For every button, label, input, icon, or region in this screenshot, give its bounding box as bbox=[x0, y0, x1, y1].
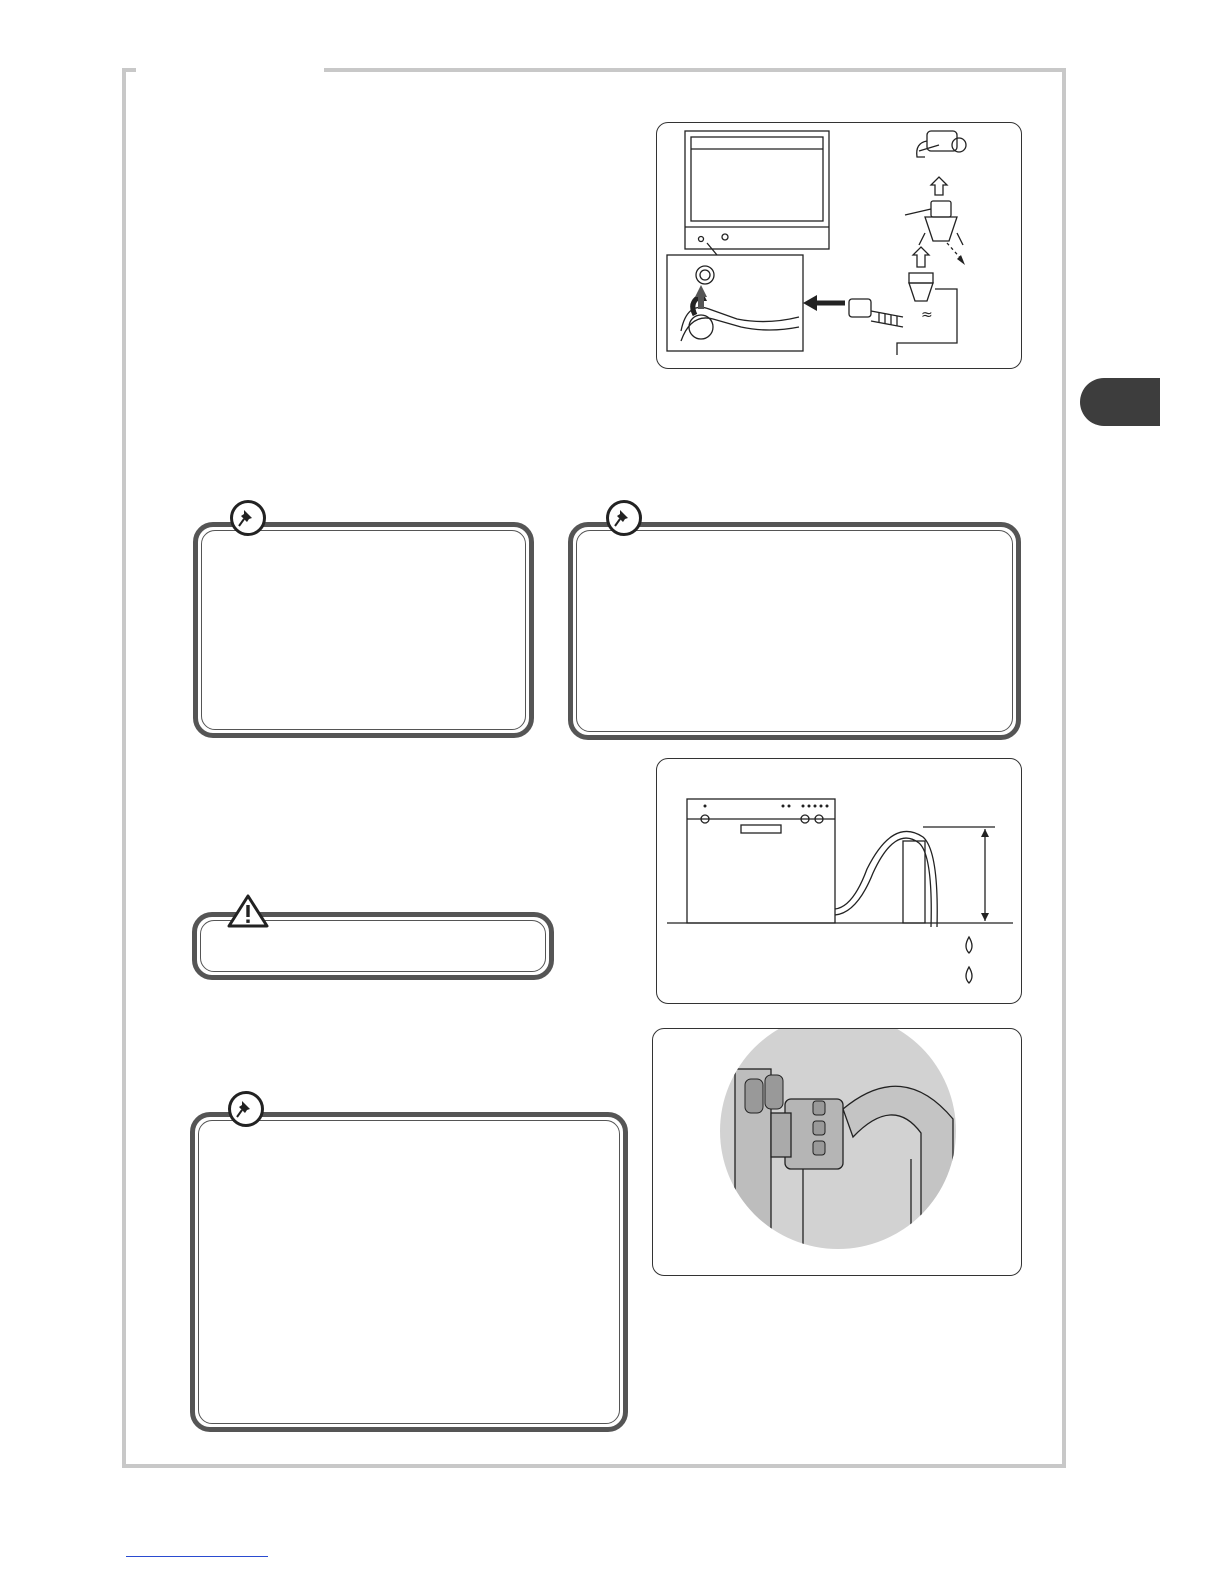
warning-triangle-icon bbox=[226, 893, 270, 929]
figure-sink-connection bbox=[652, 1028, 1022, 1276]
figure-hose-connection bbox=[656, 122, 1022, 369]
note-box-2 bbox=[568, 522, 1021, 740]
note-box-3-inner bbox=[198, 1120, 620, 1424]
footer-link-underline[interactable] bbox=[126, 1556, 268, 1557]
svg-text:≈: ≈ bbox=[921, 307, 933, 323]
hose-connection-diagram bbox=[657, 123, 1023, 370]
frame-title-gap bbox=[136, 64, 324, 74]
pushpin-icon bbox=[606, 500, 642, 536]
note-box-1 bbox=[193, 522, 534, 738]
note-box-1-inner bbox=[201, 530, 526, 730]
drain-height-diagram bbox=[657, 759, 1023, 1005]
pushpin-icon bbox=[228, 1091, 264, 1127]
figure-drain-height bbox=[656, 758, 1022, 1004]
pushpin-icon bbox=[230, 500, 266, 536]
note-box-3 bbox=[190, 1112, 628, 1432]
sink-connection-illustration bbox=[653, 1029, 1023, 1277]
note-box-2-inner bbox=[576, 530, 1013, 732]
chapter-tab bbox=[1080, 378, 1160, 426]
